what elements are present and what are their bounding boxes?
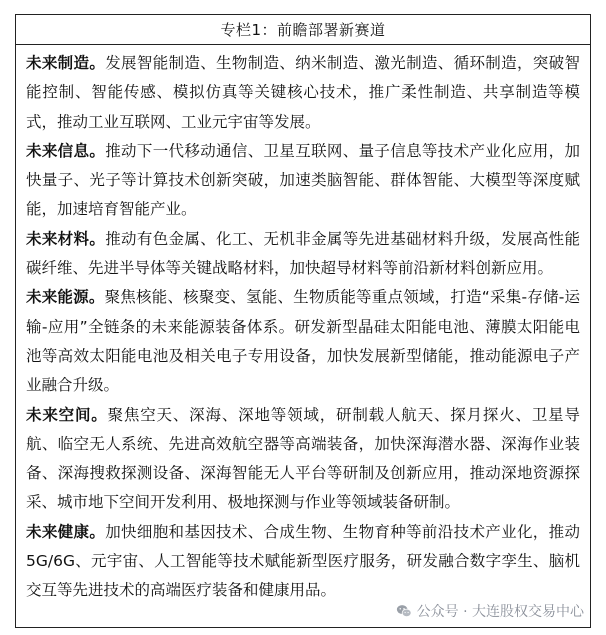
section-space <box>26 401 580 518</box>
section-health <box>26 518 580 606</box>
section-energy <box>26 283 580 400</box>
wechat-icon <box>395 602 413 620</box>
box-content <box>16 45 590 606</box>
section-text: 聚焦核能、核聚变、氢能、生物质能等重点领域，打造“采集-存储-运输-应用”全链条的未来能源装备体系。研发新型晶硅太阳能电池、薄膜太阳能电池等高效太阳能电池及相关电子专用设备，加快发展新型储能，推动能源电子产业融合升级。 <box>26 288 580 395</box>
section-materials <box>26 225 580 284</box>
section-term: 未来空间。 <box>26 405 108 424</box>
box-title: 专栏1：前瞻部署新赛道 <box>16 15 590 45</box>
watermark-text: 公众号 · 大连股权交易中心 <box>416 604 584 620</box>
section-term: 未来健康。 <box>26 522 106 541</box>
policy-box <box>15 14 591 628</box>
section-text: 加快细胞和基因技术、合成生物、生物育种等前沿技术产业化，推动5G/6G、元宇宙、人工智能等技术赋能新型医疗服务，研发融合数字孪生、脑机交互等先进技术的高端医疗装备和健康用品。 <box>26 522 580 600</box>
section-term: 未来能源。 <box>26 288 105 307</box>
section-text: 推动有色金属、化工、无机非金属等先进基础材料升级，发展高性能碳纤维、先进半导体等关键战略材料，加快超导材料等前沿新材料创新应用。 <box>26 229 580 278</box>
section-text: 推动下一代移动通信、卫星互联网、量子信息等技术产业化应用，加快量子、光子等计算技术创新突破，加速类脑智能、群体智能、大模型等深度赋能，加速培育智能产业。 <box>26 141 580 219</box>
section-term: 未来材料。 <box>26 229 106 248</box>
section-term: 未来制造。 <box>26 54 106 72</box>
section-information <box>26 137 580 225</box>
section-text: 发展智能制造、生物制造、纳米制造、激光制造、循环制造，突破智能控制、智能传感、模拟仿真等关键核心技术，推广柔性制造、共享制造等模式，推动工业互联网、工业元宇宙等发展。 <box>26 54 580 131</box>
section-manufacturing <box>26 49 580 137</box>
section-text: 聚焦空天、深海、深地等领域，研制载人航天、探月探火、卫星导航、临空无人系统、先进高效航空器等高端装备，加快深海潜水器、深海作业装备、深海搜救探测设备、深海智能无人平台等研制及创新应用，推动深地资源探采、城市地下空间开发利用、极地探测与作业等领域装备研制。 <box>26 405 580 512</box>
watermark <box>393 601 586 621</box>
section-term: 未来信息。 <box>26 141 106 160</box>
